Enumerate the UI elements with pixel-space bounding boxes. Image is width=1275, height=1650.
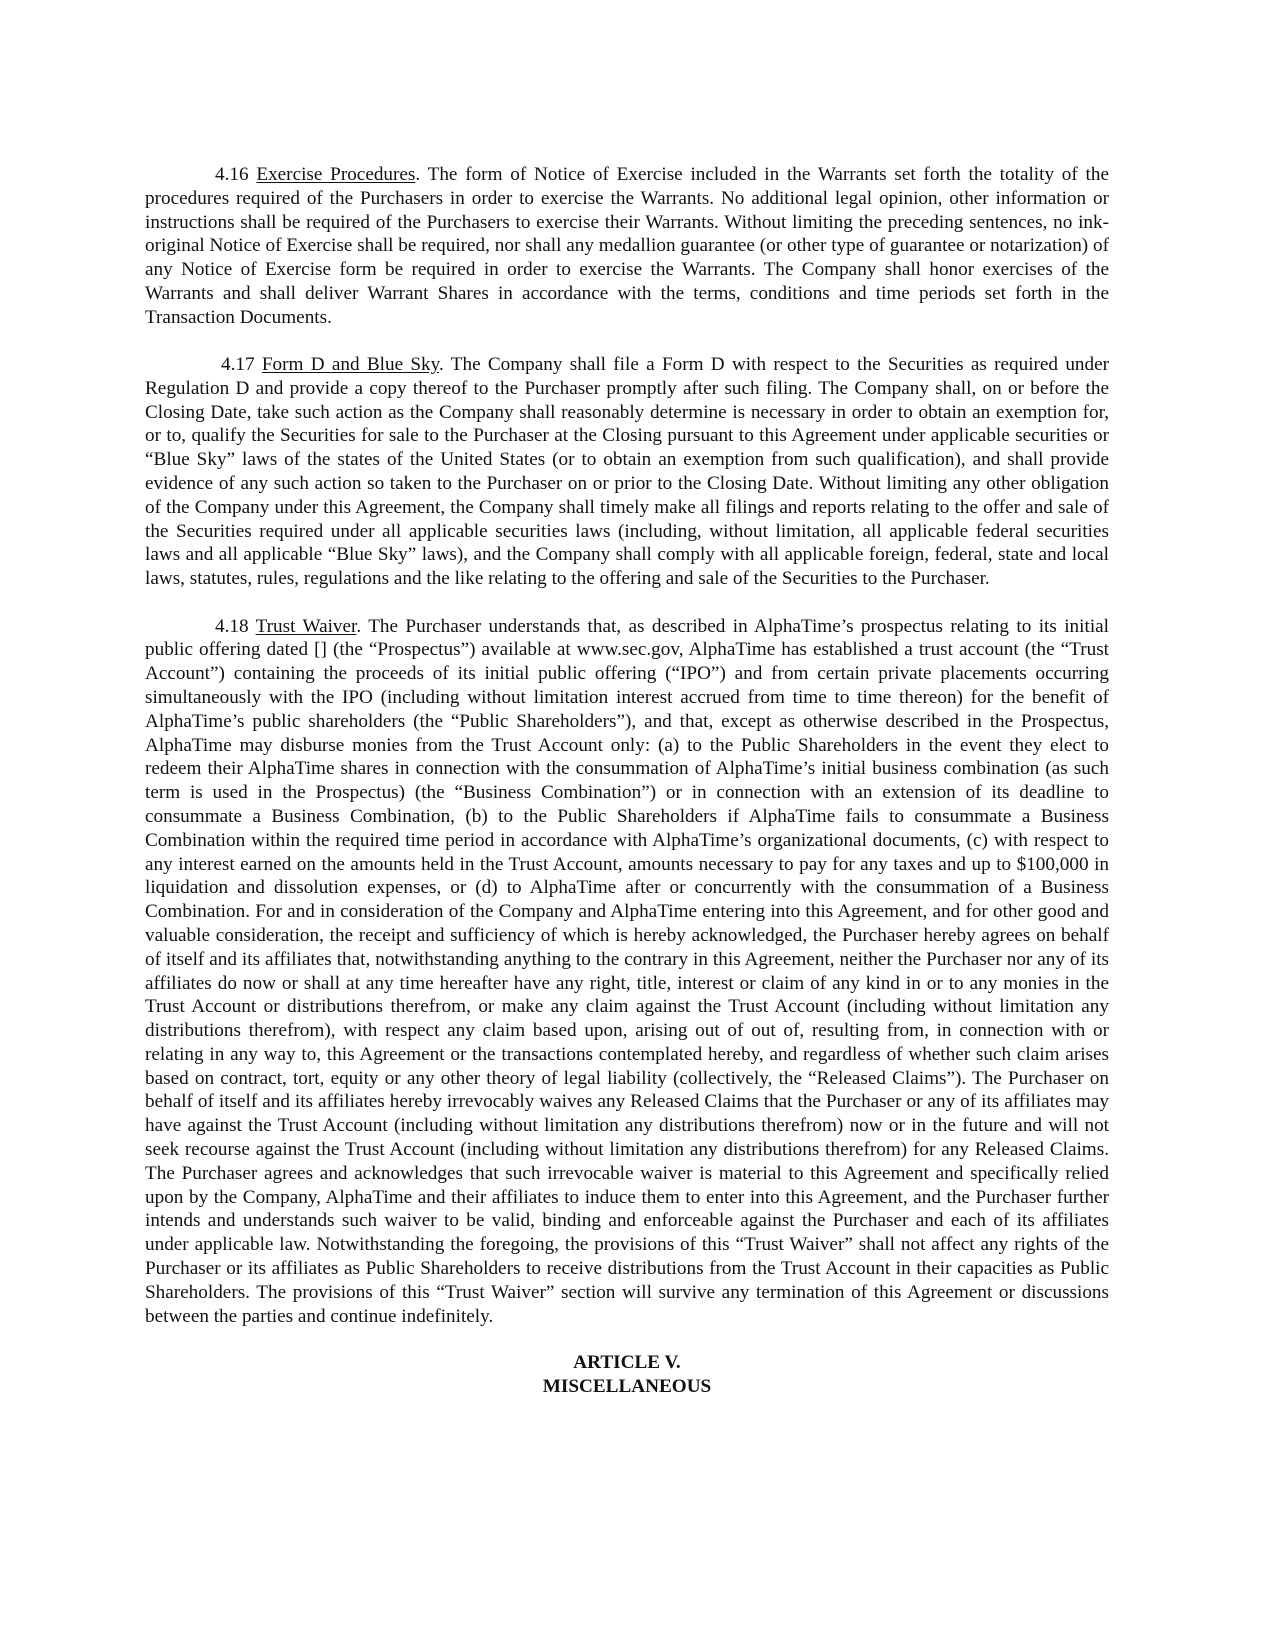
article-title: MISCELLANEOUS [542,1376,712,1398]
article-heading [145,1351,1109,1399]
section-body: . The Company shall file a Form D with respect to the Securities as required under Regulation D and provide a copy thereof to the Purchaser promptly after such filing. The Company shall, on or before the Closing Date, take such action as the Company shall reasonably determine is necessary in order to obtain an exemption for, or to, qualify the Securities for sale to the Purchaser at the Closing pursuant to this Agreement under applicable securities or “Blue Sky” laws of the states of the United States (or to obtain an exemption from such qualification), and shall provide evidence of any such action so taken to the Purchaser on or prior to the Closing Date. Without limiting any other obligation of the Company under this Agreement, the Company shall timely make all filings and reports relating to the offer and sale of the Securities required under all applicable securities laws (including, without limitation, all applicable federal securities laws and all applicable “Blue Sky” laws), and the Company shall comply with all applicable foreign, federal, state and local laws, statutes, rules, regulations and the like relating to the offering and sale of the Securities to the Purchaser. [145,354,1110,590]
section-body: . The form of Notice of Exercise included in the Warrants set forth the totality of the procedures required of the Purchasers in order to exercise the Warrants. No additional legal opinion, other information or instructions shall be required of the Purchasers to exercise their Warrants. Without limiting the preceding sentences, no ink-original Notice of Exercise shall be required, nor shall any medallion guarantee (or other type of guarantee or notarization) of any Notice of Exercise form be required in order to exercise the Warrants. The Company shall honor exercises of the Warrants and shall deliver Warrant Shares in accordance with the terms, conditions and time periods set forth in the Transaction Documents. [145,164,1109,328]
article-number: ARTICLE V. [573,1352,681,1374]
section-4-18 [145,615,1109,1329]
section-number: 4.16 [215,164,249,185]
section-4-16 [145,163,1109,330]
section-number: 4.18 [215,615,249,637]
document-page [145,163,1109,1399]
section-title: Trust Waiver [255,615,357,637]
section-body: . The Purchaser understands that, as described in AlphaTime’s prospectus relating to its initial public offering dated [] (the “Prospectus”) available at www.sec.gov, AlphaTime has established a trust account (the “Trust Account”) containing the proceeds of its initial public offering (“IPO”) and from certain private placements occurring simultaneously with the IPO (including without limitation interest accrued from time to time thereon) for the benefit of AlphaTime’s public shareholders (the “Public Shareholders”), and that, except as otherwise described in the Prospectus, AlphaTime may disburse monies from the Trust Account only: (a) to the Public Shareholders in the event they elect to redeem their AlphaTime shares in connection with the consummation of AlphaTime’s initial business combination (as such term is used in the Prospectus) (the “Business Combination”) or in connection with an extension of its deadline to consummate a Business Combination, (b) to the Public Shareholders if AlphaTime fails to consummate a Business Combination within the required time period in accordance with AlphaTime’s organizational documents, (c) with respect to any interest earned on the amounts held in the Trust Account, amounts necessary to pay for any taxes and up to $100,000 in liquidation and dissolution expenses, or (d) to AlphaTime after or concurrently with the consummation of a Business Combination. For and in consideration of the Company and AlphaTime entering into this Agreement, and for other good and valuable consideration, the receipt and sufficiency of which is hereby acknowledged, the Purchaser hereby agrees on behalf of itself and its affiliates that, notwithstanding anything to the contrary in this Agreement, neither the Purchaser nor any of its affiliates do now or shall at any time hereafter have any right, title, interest or claim of any kind in or to any monies in the Trust Account or distributions therefrom, or make any claim against the Trust Account (including without limitation any distributions therefrom), with respect any claim based upon, arising out of out of, resulting from, in connection with or relating in any way to, this Agreement or the transactions contemplated hereby, and regardless of whether such claim arises based on contract, tort, equity or any other theory of legal liability (collectively, the “Released Claims”). The Purchaser on behalf of itself and its affiliates hereby irrevocably waives any Released Claims that the Purchaser or any of its affiliates may have against the Trust Account (including without limitation any distributions therefrom) now or in the future and will not seek recourse against the Trust Account (including without limitation any distributions therefrom) for any Released Claims. The Purchaser agrees and acknowledges that such irrevocable waiver is material to this Agreement and specifically relied upon by the Company, AlphaTime and their affiliates to induce them to enter into this Agreement, and the Purchaser further intends and understands such waiver to be valid, binding and enforceable against the Purchaser and each of its affiliates under applicable law. Notwithstanding the foregoing, the provisions of this “Trust Waiver” shall not affect any rights of the Purchaser or its affiliates as Public Shareholders to receive distributions from the Trust Account in their capacities as Public Shareholders. The provisions of this “Trust Waiver” section will survive any termination of this Agreement or discussions between the parties and continue indefinitely. [145,615,1109,1327]
section-title: Form D and Blue Sky [261,354,440,376]
section-4-17 [145,353,1109,591]
section-number: 4.17 [221,354,255,376]
section-title: Exercise Procedures [256,164,416,185]
